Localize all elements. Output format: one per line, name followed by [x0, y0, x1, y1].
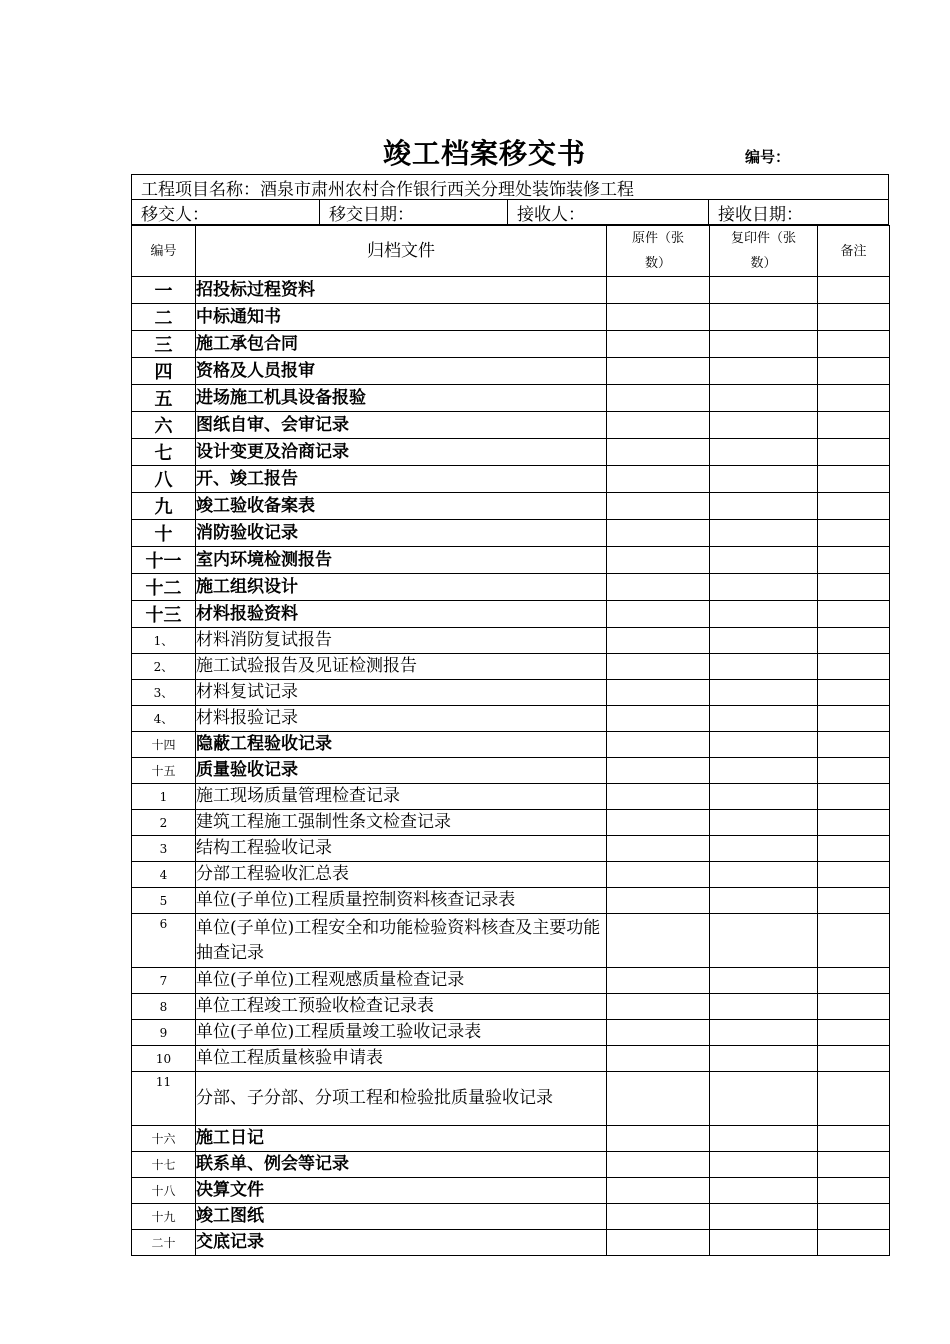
- col-no-header: 编号: [132, 226, 196, 277]
- row-document: 施工日记: [196, 1126, 607, 1152]
- row-number: 九: [132, 493, 196, 520]
- transfer-date-field[interactable]: 移交日期：: [319, 200, 507, 224]
- note-cell[interactable]: [818, 862, 890, 888]
- table-row: [132, 385, 890, 412]
- note-cell[interactable]: [818, 836, 890, 862]
- row-number: 十九: [132, 1204, 196, 1230]
- note-cell[interactable]: [818, 601, 890, 628]
- orig-count-cell[interactable]: [607, 758, 710, 784]
- row-document: 单位(子单位)工程质量竣工验收记录表: [196, 1020, 607, 1046]
- note-cell[interactable]: [818, 654, 890, 680]
- copy-count-cell[interactable]: [710, 1230, 818, 1256]
- note-cell[interactable]: [818, 358, 890, 385]
- note-cell[interactable]: [818, 520, 890, 547]
- row-number: 十四: [132, 732, 196, 758]
- note-cell[interactable]: [818, 1152, 890, 1178]
- row-number: 十二: [132, 574, 196, 601]
- doc-number-label: 编号：: [745, 148, 791, 166]
- project-name: 工程项目名称：酒泉市肃州农村合作银行西关分理处装饰装修工程: [141, 179, 634, 199]
- copy-count-cell[interactable]: [710, 680, 818, 706]
- note-cell[interactable]: [818, 1020, 890, 1046]
- row-number: 8: [132, 994, 196, 1020]
- row-number: 1: [132, 784, 196, 810]
- row-document: 材料消防复试报告: [196, 628, 607, 654]
- orig-count-cell[interactable]: [607, 836, 710, 862]
- table-row: [132, 994, 890, 1020]
- table-row: [132, 1072, 890, 1126]
- copy-count-cell[interactable]: [710, 784, 818, 810]
- table-row: [132, 358, 890, 385]
- orig-count-cell[interactable]: [607, 601, 710, 628]
- orig-count-cell[interactable]: [607, 520, 710, 547]
- orig-count-cell[interactable]: [607, 680, 710, 706]
- row-document: 施工组织设计: [196, 574, 607, 601]
- note-cell[interactable]: [818, 706, 890, 732]
- note-cell[interactable]: [818, 1230, 890, 1256]
- row-document: 分部、子分部、分项工程和检验批质量验收记录: [196, 1072, 607, 1126]
- table-row: [132, 810, 890, 836]
- row-number: 三: [132, 331, 196, 358]
- table-row: [132, 888, 890, 914]
- note-cell[interactable]: [818, 277, 890, 304]
- note-cell[interactable]: [818, 994, 890, 1020]
- row-document: 开、竣工报告: [196, 466, 607, 493]
- copy-count-cell[interactable]: [710, 601, 818, 628]
- row-document: 交底记录: [196, 1230, 607, 1256]
- copy-count-cell[interactable]: [710, 1204, 818, 1230]
- copy-count-cell[interactable]: [710, 304, 818, 331]
- transferor-field[interactable]: 移交人：: [141, 204, 209, 224]
- row-document: 图纸自审、会审记录: [196, 412, 607, 439]
- note-cell[interactable]: [818, 466, 890, 493]
- row-number: 2、: [132, 654, 196, 680]
- orig-count-cell[interactable]: [607, 654, 710, 680]
- handover-row: [132, 200, 888, 225]
- copy-count-cell[interactable]: [710, 1072, 818, 1126]
- row-document: 竣工图纸: [196, 1204, 607, 1230]
- row-document: 进场施工机具设备报验: [196, 385, 607, 412]
- archive-table: [131, 225, 890, 1256]
- table-row: [132, 680, 890, 706]
- note-cell[interactable]: [818, 758, 890, 784]
- copy-count-cell[interactable]: [710, 994, 818, 1020]
- table-row: [132, 547, 890, 574]
- copy-count-cell[interactable]: [710, 968, 818, 994]
- orig-count-cell[interactable]: [607, 810, 710, 836]
- table-row: [132, 574, 890, 601]
- row-document: 材料报验资料: [196, 601, 607, 628]
- table-row: [132, 1126, 890, 1152]
- table-row: [132, 1020, 890, 1046]
- row-number: 6: [132, 914, 196, 968]
- row-document: 单位(子单位)工程质量控制资料核查记录表: [196, 888, 607, 914]
- orig-count-cell[interactable]: [607, 439, 710, 466]
- row-document: 单位工程竣工预验收检查记录表: [196, 994, 607, 1020]
- orig-count-cell[interactable]: [607, 385, 710, 412]
- row-number: 1、: [132, 628, 196, 654]
- note-cell[interactable]: [818, 331, 890, 358]
- table-row: [132, 439, 890, 466]
- copy-count-cell[interactable]: [710, 1152, 818, 1178]
- note-cell[interactable]: [818, 732, 890, 758]
- note-cell[interactable]: [818, 1046, 890, 1072]
- row-document: 设计变更及洽商记录: [196, 439, 607, 466]
- col-doc-header: 归档文件: [196, 226, 607, 277]
- table-row: [132, 706, 890, 732]
- col-note-header: 备注: [818, 226, 890, 277]
- note-cell[interactable]: [818, 1126, 890, 1152]
- row-number: 十一: [132, 547, 196, 574]
- page-title: 竣工档案移交书: [383, 137, 587, 170]
- row-number: 十三: [132, 601, 196, 628]
- row-number: 二十: [132, 1230, 196, 1256]
- row-document: 单位(子单位)工程安全和功能检验资料核查及主要功能抽查记录: [196, 914, 607, 968]
- table-row: [132, 331, 890, 358]
- copy-count-cell[interactable]: [710, 628, 818, 654]
- receive-date-field[interactable]: 接收日期：: [708, 200, 888, 224]
- table-row: [132, 836, 890, 862]
- table-row: [132, 1046, 890, 1072]
- note-cell[interactable]: [818, 680, 890, 706]
- table-row: [132, 520, 890, 547]
- col-orig-header-line1: 原件（张: [631, 231, 684, 246]
- row-document: 施工承包合同: [196, 331, 607, 358]
- col-copy-header: [710, 226, 818, 277]
- col-orig-header-line2: 数）: [644, 256, 671, 271]
- orig-count-cell[interactable]: [607, 706, 710, 732]
- table-row: [132, 277, 890, 304]
- row-document: 施工试验报告及见证检测报告: [196, 654, 607, 680]
- row-document: 联系单、例会等记录: [196, 1152, 607, 1178]
- copy-count-cell[interactable]: [710, 706, 818, 732]
- copy-count-cell[interactable]: [710, 547, 818, 574]
- orig-count-cell[interactable]: [607, 304, 710, 331]
- orig-count-cell[interactable]: [607, 968, 710, 994]
- note-cell[interactable]: [818, 1072, 890, 1126]
- row-document: 室内环境检测报告: [196, 547, 607, 574]
- orig-count-cell[interactable]: [607, 547, 710, 574]
- table-row: [132, 784, 890, 810]
- orig-count-cell[interactable]: [607, 628, 710, 654]
- orig-count-cell[interactable]: [607, 493, 710, 520]
- note-cell[interactable]: [818, 574, 890, 601]
- row-document: 质量验收记录: [196, 758, 607, 784]
- orig-count-cell[interactable]: [607, 412, 710, 439]
- copy-count-cell[interactable]: [710, 732, 818, 758]
- table-row: [132, 914, 890, 968]
- orig-count-cell[interactable]: [607, 784, 710, 810]
- row-document: 材料报验记录: [196, 706, 607, 732]
- row-number: 4、: [132, 706, 196, 732]
- row-document: 单位工程质量核验申请表: [196, 1046, 607, 1072]
- orig-count-cell[interactable]: [607, 358, 710, 385]
- row-number: 4: [132, 862, 196, 888]
- copy-count-cell[interactable]: [710, 1046, 818, 1072]
- receiver-field[interactable]: 接收人：: [507, 200, 708, 224]
- row-document: 竣工验收备案表: [196, 493, 607, 520]
- copy-count-cell[interactable]: [710, 520, 818, 547]
- table-row: [132, 654, 890, 680]
- copy-count-cell[interactable]: [710, 654, 818, 680]
- copy-count-cell[interactable]: [710, 412, 818, 439]
- note-cell[interactable]: [818, 385, 890, 412]
- row-number: 十六: [132, 1126, 196, 1152]
- row-number: 十: [132, 520, 196, 547]
- note-cell[interactable]: [818, 547, 890, 574]
- copy-count-cell[interactable]: [710, 358, 818, 385]
- orig-count-cell[interactable]: [607, 994, 710, 1020]
- row-number: 五: [132, 385, 196, 412]
- row-document: 材料复试记录: [196, 680, 607, 706]
- col-copy-header-line2: 数）: [750, 256, 777, 271]
- copy-count-cell[interactable]: [710, 758, 818, 784]
- row-document: 施工现场质量管理检查记录: [196, 784, 607, 810]
- table-row: [132, 968, 890, 994]
- copy-count-cell[interactable]: [710, 466, 818, 493]
- copy-count-cell[interactable]: [710, 574, 818, 601]
- orig-count-cell[interactable]: [607, 1178, 710, 1204]
- note-cell[interactable]: [818, 412, 890, 439]
- row-number: 六: [132, 412, 196, 439]
- row-number: 9: [132, 1020, 196, 1046]
- orig-count-cell[interactable]: [607, 1072, 710, 1126]
- table-row: [132, 466, 890, 493]
- handover-sheet: [131, 174, 889, 1256]
- table-row: [132, 1152, 890, 1178]
- row-number: 7: [132, 968, 196, 994]
- table-row: [132, 601, 890, 628]
- table-row: [132, 732, 890, 758]
- row-number: 十八: [132, 1178, 196, 1204]
- table-row: [132, 1230, 890, 1256]
- note-cell[interactable]: [818, 628, 890, 654]
- copy-count-cell[interactable]: [710, 1126, 818, 1152]
- row-document: 中标通知书: [196, 304, 607, 331]
- row-number: 七: [132, 439, 196, 466]
- table-row: [132, 758, 890, 784]
- note-cell[interactable]: [818, 1204, 890, 1230]
- copy-count-cell[interactable]: [710, 836, 818, 862]
- row-document: 单位(子单位)工程观感质量检查记录: [196, 968, 607, 994]
- note-cell[interactable]: [818, 304, 890, 331]
- row-document: 决算文件: [196, 1178, 607, 1204]
- orig-count-cell[interactable]: [607, 862, 710, 888]
- note-cell[interactable]: [818, 810, 890, 836]
- row-document: 建筑工程施工强制性条文检查记录: [196, 810, 607, 836]
- row-number: 二: [132, 304, 196, 331]
- orig-count-cell[interactable]: [607, 1204, 710, 1230]
- table-row: [132, 1178, 890, 1204]
- orig-count-cell[interactable]: [607, 466, 710, 493]
- orig-count-cell[interactable]: [607, 1126, 710, 1152]
- copy-count-cell[interactable]: [710, 277, 818, 304]
- note-cell[interactable]: [818, 1178, 890, 1204]
- orig-count-cell[interactable]: [607, 914, 710, 968]
- copy-count-cell[interactable]: [710, 862, 818, 888]
- table-row: [132, 493, 890, 520]
- copy-count-cell[interactable]: [710, 439, 818, 466]
- row-number: 十五: [132, 758, 196, 784]
- orig-count-cell[interactable]: [607, 888, 710, 914]
- project-name-row: [132, 175, 888, 200]
- row-document: 分部工程验收汇总表: [196, 862, 607, 888]
- row-number: 四: [132, 358, 196, 385]
- row-number: 八: [132, 466, 196, 493]
- row-number: 5: [132, 888, 196, 914]
- copy-count-cell[interactable]: [710, 888, 818, 914]
- copy-count-cell[interactable]: [710, 914, 818, 968]
- column-header-row: [132, 226, 890, 277]
- row-number: 11: [132, 1072, 196, 1126]
- table-row: [132, 1204, 890, 1230]
- copy-count-cell[interactable]: [710, 385, 818, 412]
- note-cell[interactable]: [818, 439, 890, 466]
- row-document: 结构工程验收记录: [196, 836, 607, 862]
- note-cell[interactable]: [818, 968, 890, 994]
- row-document: 招投标过程资料: [196, 277, 607, 304]
- copy-count-cell[interactable]: [710, 493, 818, 520]
- row-number: 2: [132, 810, 196, 836]
- row-number: 10: [132, 1046, 196, 1072]
- col-copy-header-line1: 复印件（张: [730, 231, 796, 246]
- copy-count-cell[interactable]: [710, 331, 818, 358]
- row-number: 十七: [132, 1152, 196, 1178]
- table-row: [132, 412, 890, 439]
- orig-count-cell[interactable]: [607, 1020, 710, 1046]
- row-number: 3、: [132, 680, 196, 706]
- row-number: 一: [132, 277, 196, 304]
- row-number: 3: [132, 836, 196, 862]
- copy-count-cell[interactable]: [710, 1020, 818, 1046]
- table-row: [132, 304, 890, 331]
- copy-count-cell[interactable]: [710, 810, 818, 836]
- copy-count-cell[interactable]: [710, 1178, 818, 1204]
- table-row: [132, 628, 890, 654]
- note-cell[interactable]: [818, 914, 890, 968]
- orig-count-cell[interactable]: [607, 732, 710, 758]
- note-cell[interactable]: [818, 493, 890, 520]
- row-document: 消防验收记录: [196, 520, 607, 547]
- row-document: 资格及人员报审: [196, 358, 607, 385]
- note-cell[interactable]: [818, 888, 890, 914]
- orig-count-cell[interactable]: [607, 574, 710, 601]
- row-document: 隐蔽工程验收记录: [196, 732, 607, 758]
- col-orig-header: [607, 226, 710, 277]
- table-row: [132, 862, 890, 888]
- orig-count-cell[interactable]: [607, 331, 710, 358]
- header-block: [131, 174, 889, 225]
- note-cell[interactable]: [818, 784, 890, 810]
- orig-count-cell[interactable]: [607, 1152, 710, 1178]
- orig-count-cell[interactable]: [607, 277, 710, 304]
- orig-count-cell[interactable]: [607, 1046, 710, 1072]
- orig-count-cell[interactable]: [607, 1230, 710, 1256]
